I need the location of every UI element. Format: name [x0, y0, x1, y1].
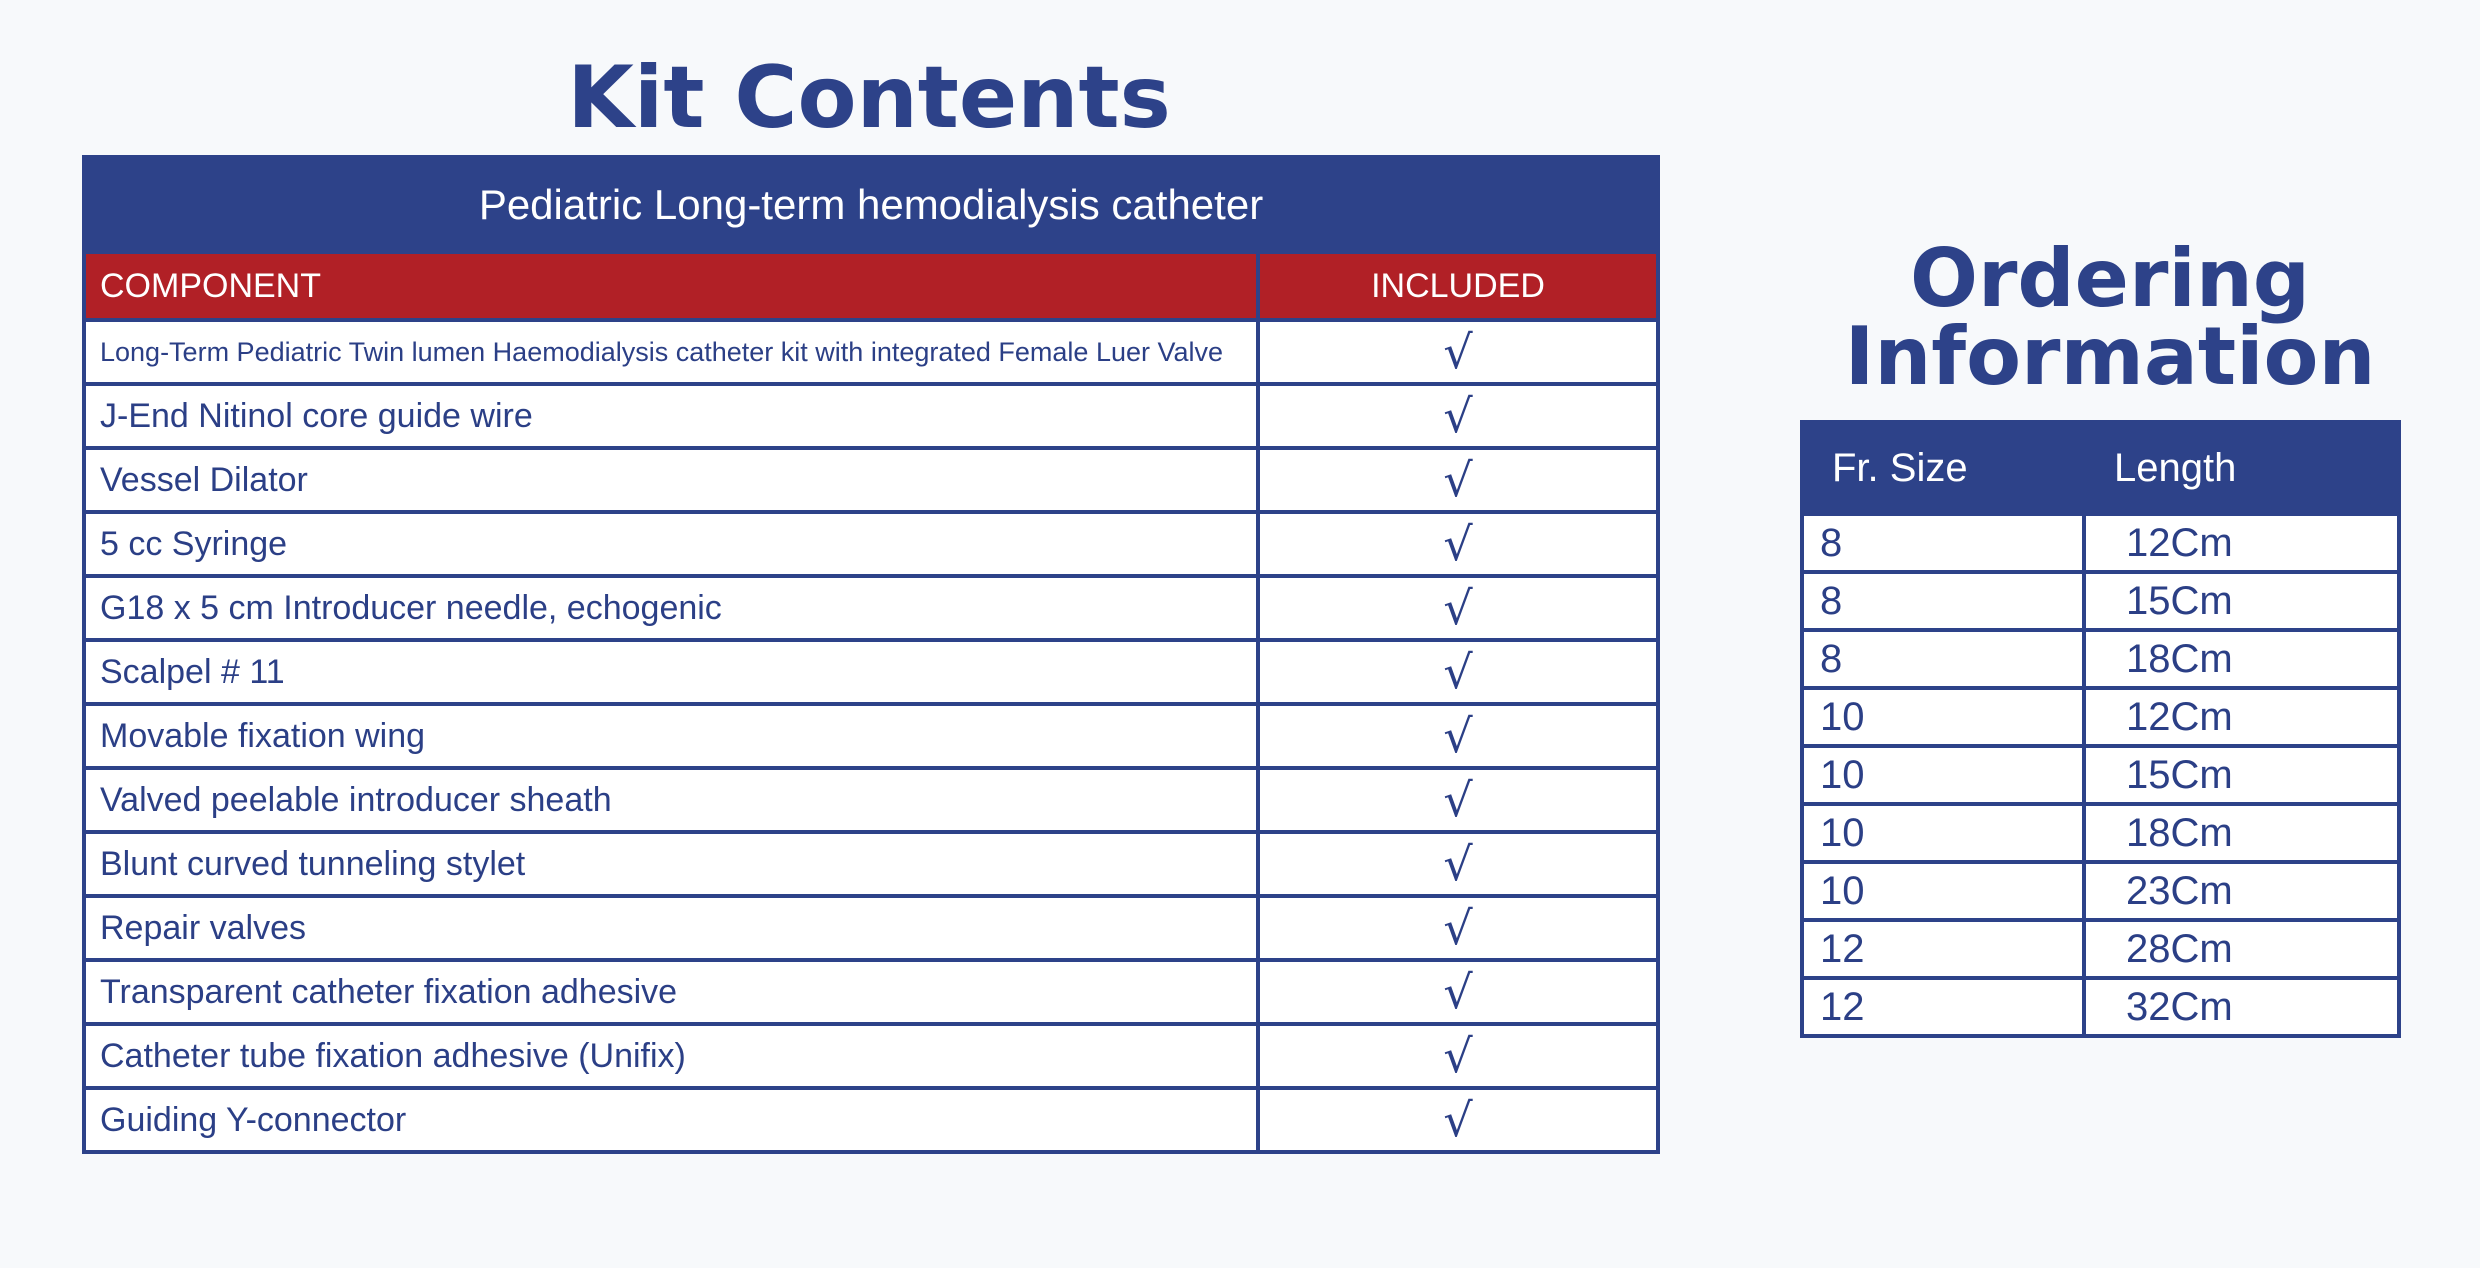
- fr-size-cell: 8: [1802, 630, 2084, 688]
- kit-contents-title: Kit Contents: [567, 48, 1171, 148]
- component-cell: Movable fixation wing: [84, 704, 1258, 768]
- table-row: [1802, 920, 2399, 978]
- checkmark-icon: √: [1258, 768, 1658, 832]
- component-column-header: COMPONENT: [84, 252, 1258, 320]
- checkmark-icon: √: [1258, 832, 1658, 896]
- checkmark-icon: √: [1258, 896, 1658, 960]
- fr-size-cell: 8: [1802, 514, 2084, 572]
- fr-size-cell: 10: [1802, 746, 2084, 804]
- checkmark-icon: √: [1258, 960, 1658, 1024]
- component-cell: Vessel Dilator: [84, 448, 1258, 512]
- component-cell: Blunt curved tunneling stylet: [84, 832, 1258, 896]
- component-cell: Long-Term Pediatric Twin lumen Haemodialysis catheter kit with integrated Female Luer Valve: [84, 320, 1258, 384]
- table-row: [1802, 804, 2399, 862]
- length-cell: 18Cm: [2084, 630, 2399, 688]
- length-cell: 15Cm: [2084, 572, 2399, 630]
- table-row: [84, 448, 1658, 512]
- fr-size-cell: 12: [1802, 920, 2084, 978]
- fr-size-cell: 8: [1802, 572, 2084, 630]
- checkmark-icon: √: [1258, 320, 1658, 384]
- table-row: [1802, 630, 2399, 688]
- table-row: [1802, 746, 2399, 804]
- component-cell: Valved peelable introducer sheath: [84, 768, 1258, 832]
- table-row: [84, 320, 1658, 384]
- checkmark-icon: √: [1258, 704, 1658, 768]
- fr-size-cell: 10: [1802, 804, 2084, 862]
- table-row: [84, 1088, 1658, 1152]
- length-cell: 23Cm: [2084, 862, 2399, 920]
- checkmark-icon: √: [1258, 1088, 1658, 1152]
- component-cell: Repair valves: [84, 896, 1258, 960]
- kit-table-header-row: [84, 252, 1658, 320]
- table-row: [84, 512, 1658, 576]
- included-column-header: INCLUDED: [1258, 252, 1658, 320]
- table-row: [84, 640, 1658, 704]
- component-cell: J-End Nitinol core guide wire: [84, 384, 1258, 448]
- length-cell: 32Cm: [2084, 978, 2399, 1036]
- table-row: [1802, 978, 2399, 1036]
- table-row: [84, 768, 1658, 832]
- component-cell: Scalpel # 11: [84, 640, 1258, 704]
- length-cell: 15Cm: [2084, 746, 2399, 804]
- length-cell: 28Cm: [2084, 920, 2399, 978]
- checkmark-icon: √: [1258, 384, 1658, 448]
- table-row: [84, 704, 1658, 768]
- checkmark-icon: √: [1258, 448, 1658, 512]
- checkmark-icon: √: [1258, 576, 1658, 640]
- length-column-header: Length: [2084, 422, 2399, 514]
- table-row: [84, 896, 1658, 960]
- table-row: [84, 384, 1658, 448]
- fr-size-cell: 12: [1802, 978, 2084, 1036]
- fr-size-column-header: Fr. Size: [1802, 422, 2084, 514]
- checkmark-icon: √: [1258, 1024, 1658, 1088]
- fr-size-cell: 10: [1802, 688, 2084, 746]
- component-cell: G18 x 5 cm Introducer needle, echogenic: [84, 576, 1258, 640]
- ordering-header-row: [1802, 422, 2399, 514]
- component-cell: 5 cc Syringe: [84, 512, 1258, 576]
- ordering-information-title: [1800, 232, 2420, 403]
- kit-table-caption: Pediatric Long-term hemodialysis catheter: [84, 157, 1658, 252]
- table-row: [1802, 514, 2399, 572]
- table-row: [84, 1024, 1658, 1088]
- component-cell: Guiding Y-connector: [84, 1088, 1258, 1152]
- table-row: [84, 832, 1658, 896]
- checkmark-icon: √: [1258, 512, 1658, 576]
- fr-size-cell: 10: [1802, 862, 2084, 920]
- component-cell: Catheter tube fixation adhesive (Unifix): [84, 1024, 1258, 1088]
- table-row: [1802, 688, 2399, 746]
- ordering-information-table: [1800, 420, 2401, 1038]
- component-cell: Transparent catheter fixation adhesive: [84, 960, 1258, 1024]
- length-cell: 18Cm: [2084, 804, 2399, 862]
- ordering-title-line-2: Information: [1844, 310, 2376, 403]
- kit-contents-table: [82, 155, 1660, 1154]
- checkmark-icon: √: [1258, 640, 1658, 704]
- length-cell: 12Cm: [2084, 688, 2399, 746]
- ordering-title-line-1: Ordering: [1909, 232, 2311, 325]
- table-row: [1802, 572, 2399, 630]
- table-row: [1802, 862, 2399, 920]
- table-row: [84, 576, 1658, 640]
- table-row: [84, 960, 1658, 1024]
- length-cell: 12Cm: [2084, 514, 2399, 572]
